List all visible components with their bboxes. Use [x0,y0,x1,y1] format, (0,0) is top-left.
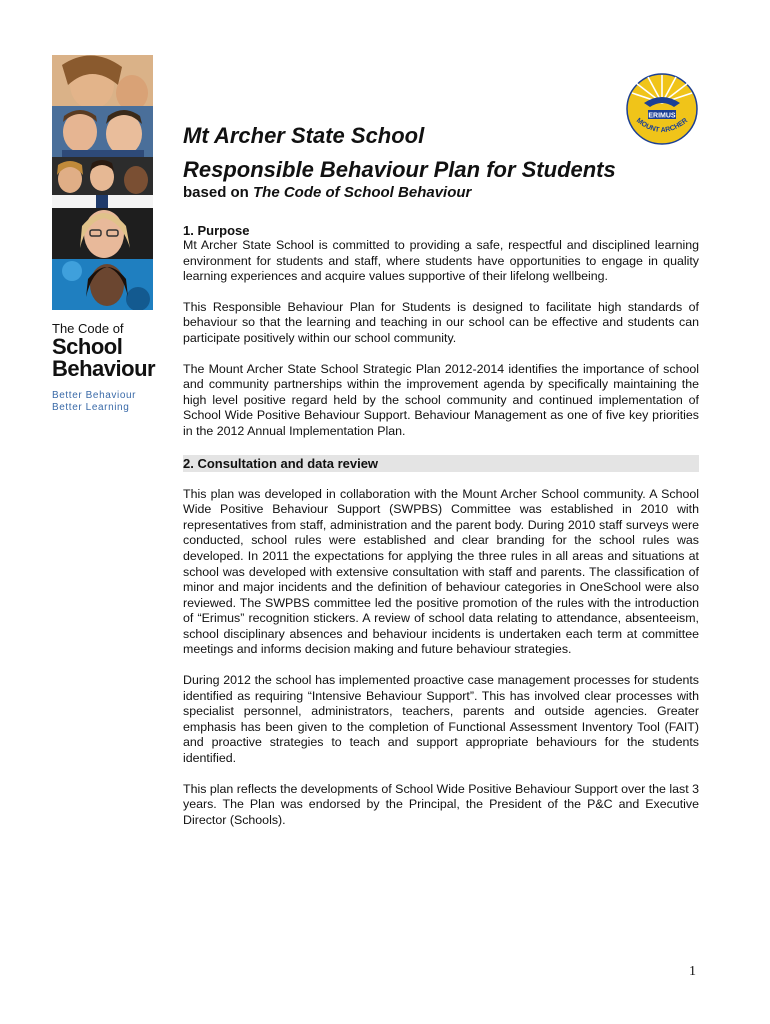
crest-name: MOUNT ARCHER [634,117,690,135]
student-photo-strip [52,55,153,310]
paragraph: During 2012 the school has implemented proactive case management processes for students identified as requiring “Intensive Behaviour Support”. This has involved clear processes with specialist personnel, administrators, teachers, parents and outside agencies. Greater emphasis has been given to the completion of Functional Assessment Inventory Tool (FAIT) and proactive strategies to teach and support appropriate behaviours for the students identified. [183,673,699,766]
logo-tagline-2: Better Learning [52,402,130,413]
section-heading-purpose: 1. Purpose [183,223,250,238]
logo-tagline-1: Better Behaviour [52,390,137,401]
page-subtitle [183,183,471,203]
photo-girl-smiling [52,55,153,106]
code-of-school-behaviour-logo [52,322,162,414]
logo-line-2: School [52,334,123,359]
paragraph: The Mount Archer State School Strategic Plan 2012-2014 identifies the importance of school and community partnerships within the improvement agenda by specifically maintaining the high level positive regard held by the school community and continued implementation of School Wide Positive Behaviour Support. Behaviour Management as one of five key priorities in the 2012 Annual Implementation Plan. [183,361,699,438]
mount-archer-crest [626,73,698,145]
photo-boys [52,106,153,157]
section-heading-consultation: 2. Consultation and data review [183,455,699,472]
subtitle-prefix: based on [183,184,254,201]
crest-motto: ERIMUS [648,112,676,120]
page-title-school: Mt Archer State School [183,123,425,148]
photo-students-uniform [52,157,153,208]
photo-girl-glasses [52,208,153,259]
page-number: 1 [689,964,696,979]
subtitle-italic: The Code of School Behaviour [253,184,472,201]
logo-line-1: The Code of [52,321,124,336]
logo-line-3: Behaviour [52,356,156,381]
paragraph: This plan was developed in collaboration with the Mount Archer School community. A School Wide Positive Behaviour Support (SWPBS) Committee was established in 2010 with representatives from staff, administration and the parent body. During 2010 staff surveys were conducted, school rules were established and clear branding for the school rules was developed. In 2011 the expectations for applying the three rules in all areas and situations at school was developed with extensive consultation with staff and parents. The classification of minor and major incidents and the definition of behaviour categories in OneSchool were also reviewed. The SWPBS committee led the positive promotion of the rules with the introduction of “Erimus” recognition stickers. A review of school data relating to attendance, absenteeism, school disciplinary absences and behaviour incidents is undertaken each term at committee meetings and informs decision making and future behaviour strategies. [183,486,699,657]
paragraph: This Responsible Behaviour Plan for Students is designed to facilitate high standards of behaviour so that the learning and teaching in our school can be effective and students can participate positively within our school community. [183,299,699,345]
paragraph: Mt Archer State School is committed to providing a safe, respectful and disciplined learning environment for students and staff, where students have opportunities to engage in quality learning experiences and acquire values supportive of their lifelong wellbeing. [183,238,699,284]
page-title-plan: Responsible Behaviour Plan for Students [183,157,616,182]
document-body [183,223,699,828]
photo-girl-portrait [52,259,153,310]
paragraph: This plan reflects the developments of School Wide Positive Behaviour Support over the last 3 years. The Plan was endorsed by the Principal, the President of the P&C and Executive Director (Schools). [183,781,699,827]
